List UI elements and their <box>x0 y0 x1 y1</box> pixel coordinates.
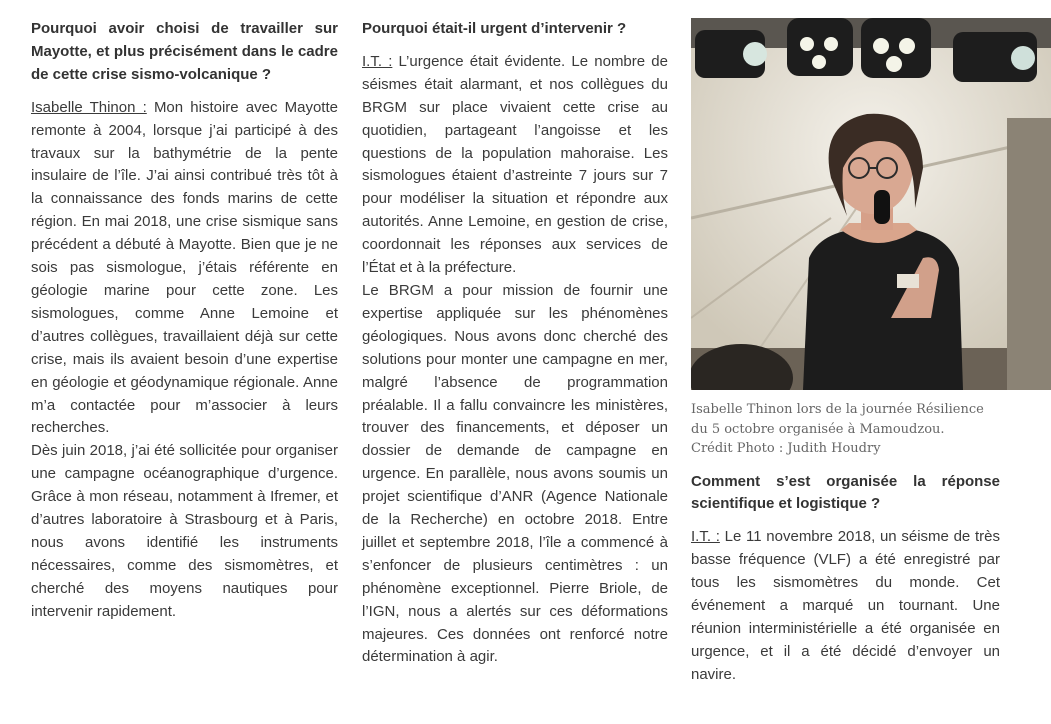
question-heading: Pourquoi était-il urgent d’intervenir ? <box>362 20 627 37</box>
answer-paragraph <box>31 97 338 441</box>
question-heading: Comment s’est organisée la réponse scientifique et logistique ? <box>691 472 1000 513</box>
caption-line-1: Isabelle Thinon lors de la journée Résilience <box>691 402 984 417</box>
caption-line-3: Crédit Photo : Judith Houdry <box>691 441 881 456</box>
answer-paragraph-2: Dès juin 2018, j’ai été sollicitée pour organiser une campagne océanographique d’urgence. Grâce à mon réseau, notamment à Ifremer, et d’autres laboratoire à Strasbourg et à Paris, nous avons identifié les instruments nécessaires, comme des sismomètres, et cherché des moyens nautiques pour intervenir rapidement. <box>31 442 338 620</box>
speaker-name: I.T. : <box>691 528 720 546</box>
speaker-name: I.T. : <box>362 52 393 70</box>
right-text-block <box>691 471 1000 687</box>
caption-line-2: du 5 octobre organisée à Mamoudzou. <box>691 421 945 437</box>
answer-paragraph-2: Le BRGM a pour mission de fournir une expertise appliquée sur les phénomènes géologiques. Nous avons donc cherché des solutions pour monter une campagne en mer, malgré l’absence de programmation préalable. Il a fallu convaincre les ministères, trouver des financements, et déposer un dossier de demande de campagne en urgence. En parallèle, nous avons soumis un projet scientifique d’ANR (Agence Nationale de la Recherche) en octobre 2018. Entre juillet et septembre 2018, l’île a commencé à s’enfoncer de plusieurs centimètres : un phénomène exceptionnel. Pierre Briole, de l’IGN, nous a alertés sur ces déformations majeures. Ces données ont renforcé notre détermination à agir. <box>362 281 668 666</box>
question-heading: Pourquoi avoir choisi de travailler sur Mayotte, et plus précisément dans le cadre de cette crise sismo-volcanique ? <box>31 20 338 83</box>
speaker-photo <box>691 18 1051 390</box>
stage-light-2 <box>787 18 853 76</box>
answer-paragraph <box>362 51 668 280</box>
photo-caption <box>691 400 1051 459</box>
answer-paragraph <box>691 526 1000 686</box>
column-right <box>691 18 1051 687</box>
speaker-name: Isabelle Thinon : <box>31 98 147 116</box>
answer-text: Le 11 novembre 2018, un séisme de très basse fréquence (VLF) a été enregistré par tous les sismomètres du monde. Cet événement a marqué un tournant. Une réunion interministérielle a été organisée en urgence, et il a été décidé d’envoyer un navire. <box>691 528 1000 683</box>
answer-text: Mon histoire avec Mayotte remonte à 2004, lorsque j’ai participé à des travaux sur la bathymétrie de la pente insulaire de l’île. J’ai ainsi contribué très tôt à la connaissance des fonds marins de cette région. En mai 2018, une crise sismique sans précédent a débuté à Mayotte. Bien que je ne sois pas sismologue, j’étais référente en géologie marine pour cette zone. Les sismologues, comme Anne Lemoine et d’autres collègues, travaillaient déjà sur cette crise, mais ils avaient besoin d’une expertise en géologie et géodynamique régionale. Anne m’a contactée pour m’associer à leurs recherches. <box>31 98 338 437</box>
column-left <box>31 18 338 624</box>
answer-text: L’urgence était évidente. Le nombre de séismes était alarmant, et nos collègues du BRGM sur place vivaient cette crise au quotidien, partageant l’angoisse et les questions de la population mahoraise. Les sismologues étaient d’astreinte 7 jours sur 7 pour modéliser la situation et répondre aux autorités. Anne Lemoine, en gestion de crise, coordonnait les réponses aux services de l’État et à la préfecture. <box>362 52 668 277</box>
stage-light-3 <box>861 18 931 78</box>
speaker-photo-illustration <box>691 18 1051 390</box>
stage-light-1 <box>695 30 767 78</box>
column-middle <box>362 18 668 669</box>
stage-light-4 <box>953 32 1037 82</box>
